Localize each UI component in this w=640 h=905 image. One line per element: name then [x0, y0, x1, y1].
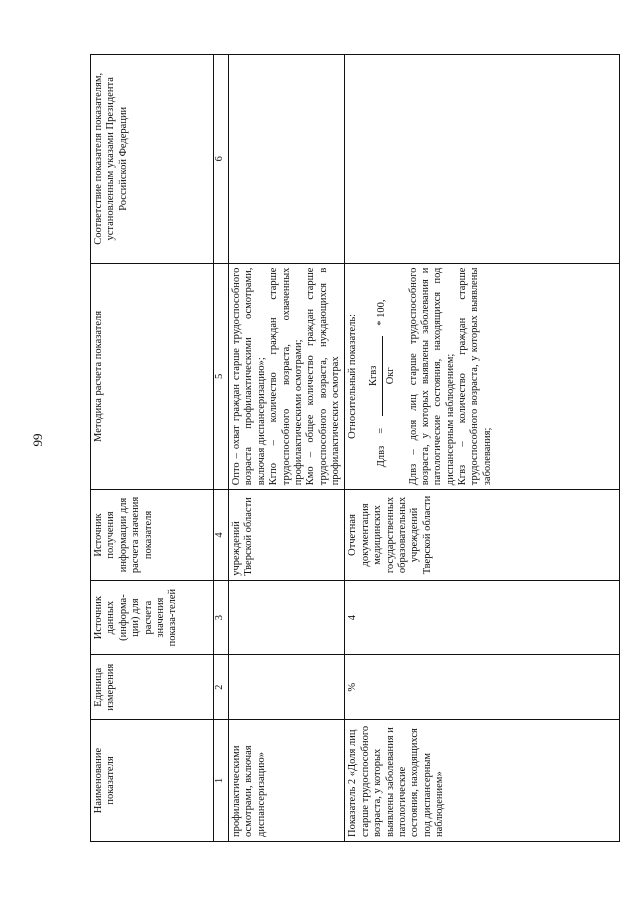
header-compliance: Соответствие показателя показателям, установленным указами Президента Российской Федерации [91, 55, 214, 264]
cell-compliance [229, 55, 345, 264]
col-number: 6 [214, 55, 229, 264]
formula-tail: * 100, [376, 299, 388, 326]
table-row-continued [229, 55, 345, 842]
cell-name: Показатель 2 «Доля лиц старше трудоспособного возраста, у которых выявлены заболевания и патологические состояния, находящихся под диспансерным наблюдением» [345, 720, 620, 842]
cell-method [345, 263, 620, 490]
method-line: Опто – охват граждан старше трудоспособного возраста профилактическими осмотрами, включая диспансеризацию»; [231, 267, 267, 486]
formula-fraction [368, 336, 398, 416]
table-row-indicator-2 [345, 55, 620, 842]
formula-denominator: Окг [385, 367, 397, 385]
header-unit: Единица измерения [91, 655, 214, 720]
page-number: 99 [30, 433, 45, 447]
indicators-table [90, 54, 620, 842]
formula-equals: = [376, 427, 388, 434]
col-number: 3 [214, 580, 229, 655]
rotated-table-wrapper [90, 54, 620, 842]
formula [368, 268, 398, 468]
cell-unit: % [345, 655, 620, 720]
cell-method [229, 263, 345, 490]
method-title: Относительный показатель: [347, 313, 359, 439]
cell-source-data [229, 580, 345, 655]
col-number: 5 [214, 263, 229, 490]
column-number-row [214, 55, 229, 842]
cell-compliance [345, 55, 620, 264]
cell-unit [229, 655, 345, 720]
cell-name: профилактическими осмотрами, включая диспансеризацию» [229, 720, 345, 842]
method-line: Длвз – доля лиц старше трудоспособного возраста, у которых выявлены заболевания и патологические состояния, находящихся под диспансерным наблюдением; [407, 267, 456, 486]
header-source-data: Источник данных (информа-ции) для расчета значения показа-телей [91, 580, 214, 655]
header-source-info: Источник получения информации для расчета значения показателя [91, 490, 214, 581]
formula-lhs: Длвз [376, 445, 388, 468]
col-number: 1 [214, 720, 229, 842]
cell-source-info: Отчетная документация медицинских государственных образовательных учреждений Тверской области [345, 490, 620, 581]
col-number: 2 [214, 655, 229, 720]
col-number: 4 [214, 490, 229, 581]
cell-source-info: учреждений Тверской области [229, 490, 345, 581]
method-line: Кмо – общее количество граждан старше трудоспособного возраста, нуждающихся в профилактических осмотрах [305, 267, 341, 486]
method-line: Кгвз – количество граждан старше трудоспособного возраста, у которых выявлены заболевания; [457, 267, 493, 486]
header-name: Наименование показателя [91, 720, 214, 842]
header-method: Методика расчета показателя [91, 263, 214, 490]
method-line: Кгпо – количество граждан старше трудоспособного возраста, охваченных профилактическими осмотрами; [268, 267, 304, 486]
formula-numerator: Кгвз [368, 336, 383, 416]
header-row [91, 55, 214, 842]
cell-source-data: 4 [345, 580, 620, 655]
